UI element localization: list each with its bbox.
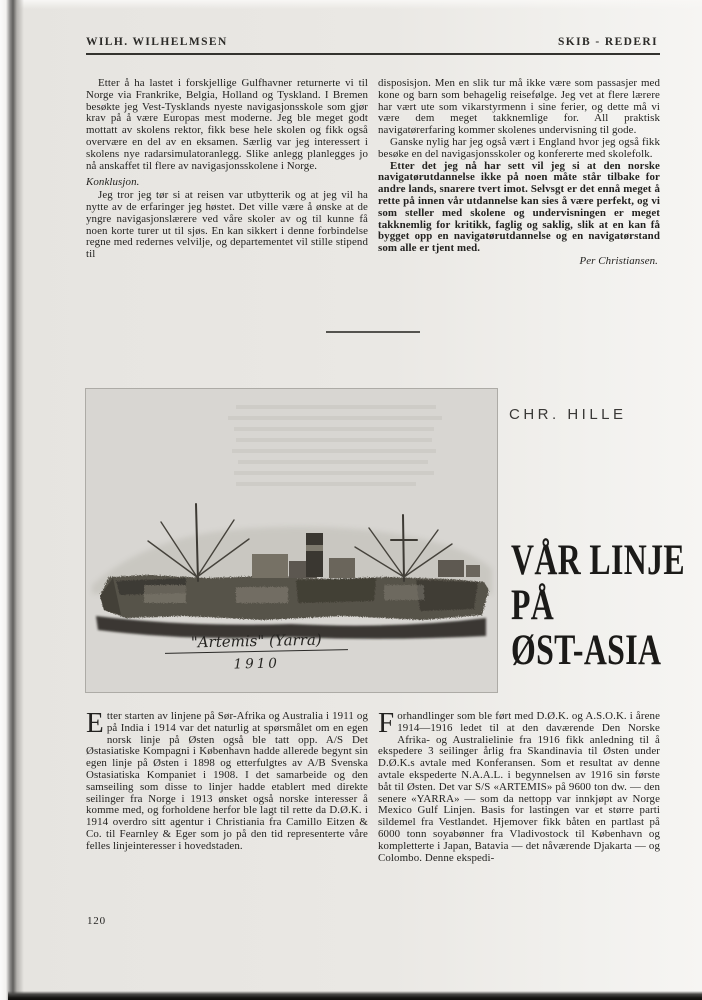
paragraph-bold: Etter det jeg nå har sett vil jeg si at den norske navigatørutdannelse ikke på noen måte står tilbake for andre lands, snarere tvert imot. Selvsgt er det ennå meget å rette på innen vår utdannelse kan sies å være perfekt, og vi som steller med skolene og undervisningen er meget takknemlig for kritikk, faglig og saklig, slik at en kan få bygget opp en navigatørutdannelse og en navigatørstand som alle er tjent med. <box>378 159 660 255</box>
article-bottom <box>86 707 660 864</box>
running-header-left: WILH. WILHELMSEN <box>86 36 228 48</box>
paragraph: Jeg tror jeg tør si at reisen var utbytterik og at jeg vil ha nytte av de erfaringer jeg høstet. Det ville være å ønske at de yngre navigasjonslærere ved våre skoler av og til kunne få noen korte turer ut til sjøs. En kan sikkert i denne forbindelse regne med redernes velvilje, og departementet vil stille stipend til <box>86 189 368 261</box>
photo-caption-year: 1910 <box>233 655 281 673</box>
photo-caption-ship-name: "Artemis" (Yarra) <box>165 630 348 654</box>
ship-photo <box>86 389 497 692</box>
paragraph-text: tter starten av linjene på Sør-Afrika og Australia i 1911 og på India i 1914 var det naturlig at spørsmålet om en egen norsk linje på Østen også ble tatt opp. A/S Det Østasiatiske Kompagni i København hadde allerede begynt sin egen linje på Østen i 1898 og etterfulgtes av A/B Svenska Ostasiatiska Kompaniet i 1908. I det samarbeide og den samseiling som disse to linjer hadde etablert med direkte seilinger fra Norge i 1913 ønsket også norske interesser å komme med, og forholdene herfor ble lagt til rette da D.Ø.K. i 1914 overdro sitt agentur i Christiania fra Camillo Eitzen & Co. til Fearnley & Eger som jo på den tid representerte våre felles linjeinteresser i hovedstaden. <box>86 710 368 852</box>
article-bottom-left-column <box>86 707 368 864</box>
paragraph: Etter å ha lastet i forskjellige Gulfhavner returnerte vi til Norge via Frankrike, Belgia, Holland og Tyskland. I Bremen besøkte jeg Vest-Tysklands nyeste navigasjonsskole som gjør krav på å være Europas mest moderne. Jeg ble meget godt mottatt av skolens rektor, fikk bese hele skolen og fikk også overvære en del av en eksamen. Særlig var jeg interessert i skolens nye radarsimulatoranlegg. Slike anlegg planlegges jo nå anskaffet til flere av navigasjonsskolene i Norge. <box>86 77 368 172</box>
paragraph-with-dropcap <box>378 707 660 864</box>
headline-line-3: ØST-ASIA <box>511 627 662 674</box>
dropcap: F <box>378 707 395 739</box>
paragraph-text: orhandlinger som ble ført med D.Ø.K. og A.S.O.K. i årene 1914—1916 ledet til at den daværende Den Norske Afrika- og Australielinie fra 1916 fikk anledning til å ekspedere 3 seilinger årlig fra Skandinavia til Østen under D.Ø.K.s avtale med Konferansen. Som et resultat av denne avtale ekspederte N.A.A.L. i begynnelsen av 1916 sin første båt til Østen. Det var S/S «ARTEMIS» på 9600 ton dw. — den senere «YARRA» — som da nettopp var innkjøpt av Norge Mexico Gulf Linjen. Basis for lastingen var et større parti sildemel fra Vestlandet. Hjemover fikk båten en partlast på 6000 tonn soyabønner fra Vladivostock til København og kompletterte i Japan, Batavia — det nåværende Djakarta — og Colombo. Denne ekspedi- <box>378 710 660 864</box>
header-rule <box>86 53 660 55</box>
article-bottom-right-column <box>378 707 660 864</box>
article-top-left-column <box>86 78 368 268</box>
article-headline <box>511 538 702 673</box>
page-number: 120 <box>87 915 106 927</box>
scan-edge-left <box>0 0 24 1000</box>
headline-line-2: PÅ <box>511 582 555 629</box>
photo-caption-handwritten <box>86 628 428 675</box>
dropcap: E <box>86 707 104 739</box>
author-signature: Per Christiansen. <box>579 254 658 267</box>
paragraph: Ganske nylig har jeg også vært i England hvor jeg også fikk besøke en del navigasjonsskoler og konfererte med skolefolk. <box>378 135 660 160</box>
scan-edge-bottom <box>8 991 702 1000</box>
headline-line-1: VÅR LINJE <box>511 537 685 584</box>
article-top-right-column <box>378 78 660 268</box>
subheading-konklusjon: Konklusjon. <box>86 176 140 189</box>
scan-edge-top <box>0 0 702 9</box>
article-top <box>86 78 660 268</box>
paragraph-with-dropcap <box>86 707 368 853</box>
article-end-divider <box>326 331 420 333</box>
author-byline: CHR. HILLE <box>509 406 627 423</box>
paragraph: disposisjon. Men en slik tur må ikke være som passasjer med kone og barn som behagelig reisefølge. Jeg vet at flere lærere har vært ute som vikarstyrmenn i sine ferier, og dette må vi være dem meget takknemlige for. All praktisk navigatørerfaring kommer skolenes undervisning til gode. <box>378 77 660 137</box>
running-header-right: SKIB - REDERI <box>558 36 658 48</box>
